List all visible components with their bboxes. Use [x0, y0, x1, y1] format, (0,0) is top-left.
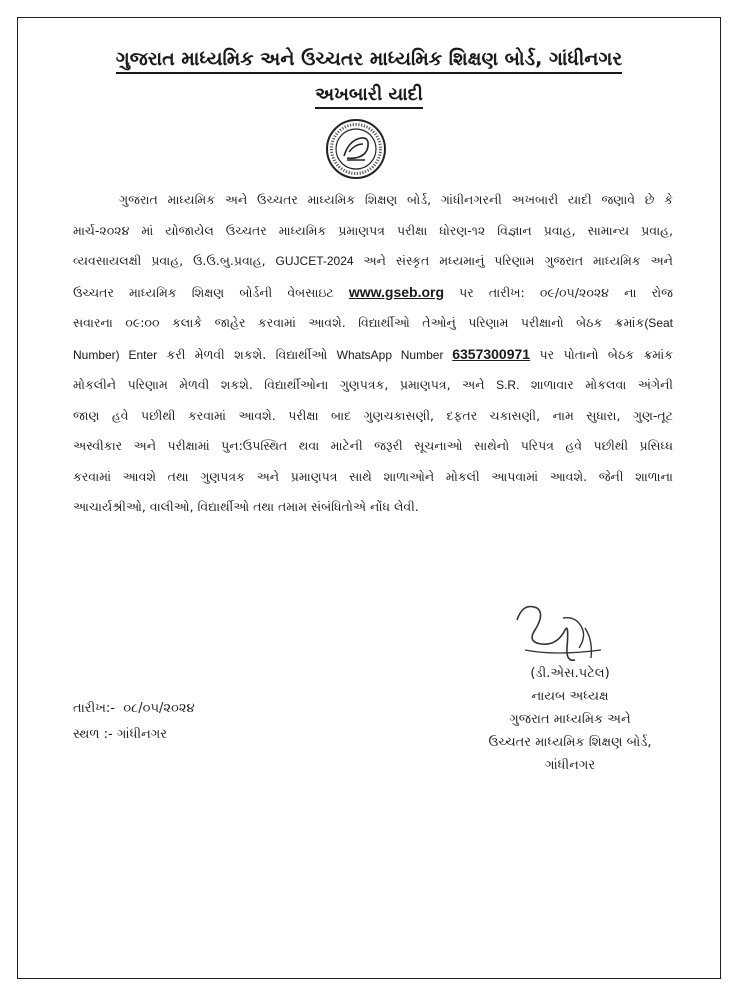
place-row — [73, 722, 195, 748]
body-line-8 — [73, 401, 673, 432]
page-subtitle — [0, 84, 738, 105]
website-link[interactable]: www.gseb.org — [348, 283, 445, 300]
signatory-block — [470, 662, 670, 777]
body-text-5a: સવારના ૦૯:૦૦ કલાકે જાહેર કરવામાં આવશે. વિદ્યાર્થીઓ તેઓનું પરિણામ પરીક્ષાનો બેઠક ક્રમાંક — [73, 315, 645, 330]
signatory-designation: નાયબ અધ્યક્ષ — [531, 689, 609, 704]
signatory-city: ગાંધીનગર — [544, 758, 596, 773]
body-line-9 — [73, 431, 673, 462]
subtitle-text: અખબારી યાદી — [315, 84, 423, 109]
body-text-8: જાણ હવે પછીથી કરવામાં આવશે. પરીક્ષા બાદ ગુણચકાસણી, દફતર ચકાસણી, નામ સુધારા, ગુણ-તૂટ — [73, 407, 673, 423]
body-line-5 — [73, 308, 673, 339]
body-text-1: ગુજરાત માધ્યમિક અને ઉચ્ચતર માધ્યમિક શિક્ષણ બોર્ડ, ગાંધીનગરની અખબારી યાદી જણાવે છે કે — [119, 192, 673, 207]
whatsapp-label: WhatsApp Number — [336, 347, 453, 362]
seat-number-text: Number) Enter — [73, 347, 158, 362]
body-text-4a: ઉચ્ચતર માધ્યમિક શિક્ષણ બોર્ડની વેબસાઇટ — [73, 284, 349, 300]
body-text-10: કરવામાં આવશે તથા ગુણપત્રક અને પ્રમાણપત્ર સાથે શાળાઓને મોકલી આપવામાં આવશે. જેની શાળાના — [73, 468, 673, 484]
body-line-4 — [73, 277, 673, 309]
body-line-3 — [73, 246, 673, 277]
date-place-block — [73, 696, 195, 748]
body-line-6 — [73, 339, 673, 371]
whatsapp-number[interactable]: 6357300971 — [452, 345, 531, 362]
sr-text: S.R. — [496, 378, 520, 392]
body-text-3c: અને સંસ્કૃત મધ્યમાનું પરિણામ ગુજરાત માધ્યમિક અને — [353, 253, 673, 268]
body-text-9: અસ્વીકાર અને પરીક્ષામાં પુન:ઉપસ્થિત થવા માટેની જરૂરી સૂચનાઓ સાથેનો પરિપત્ર હવે પછીથી પ્રસિધ્ધ — [73, 438, 673, 453]
body-text-7a: મોકલીને પરિણામ મેળવી શકશે. વિદ્યાર્થીઓના ગુણપત્રક, પ્રમાણપત્ર, અને — [73, 377, 497, 392]
press-release-body — [73, 185, 673, 523]
page-title — [0, 48, 738, 70]
date-label: તારીખ:- — [73, 701, 115, 716]
title-text: ગુજરાત માધ્યમિક અને ઉચ્ચતર માધ્યમિક શિક્ષણ બોર્ડ, ગાંધીનગર — [116, 48, 622, 74]
body-line-7 — [73, 370, 673, 401]
seat-text: (Seat — [644, 316, 673, 330]
body-text-4c: પર તારીખ: ૦૯/૦૫/૨૦૨૪ ના રોજ — [444, 284, 674, 300]
signatory-org-line1: ગુજરાત માધ્યમિક અને — [509, 712, 631, 727]
body-line-11 — [73, 492, 673, 523]
body-text-3a: વ્યવસાયલક્ષી પ્રવાહ, ઉ.ઉ.બુ.પ્રવાહ, — [73, 253, 276, 268]
body-line-10 — [73, 462, 673, 493]
signatory-name: (ડી.એસ.પટેલ) — [530, 666, 610, 681]
body-text-2: માર્ચ-૨૦૨૪ માં યોજાયેલ ઉચ્ચતર માધ્યમિક પ્રમાણપત્ર પરીક્ષા ધોરણ-૧૨ વિજ્ઞાન પ્રવાહ, સામાન્ય પ્રવાહ, — [73, 222, 673, 238]
body-text-7c: શાળાવાર મોકલવા અંગેની — [519, 377, 673, 392]
place-label: સ્થળ :- — [73, 727, 113, 742]
body-text-6b: કરી મેળવી શકશે. વિદ્યાર્થીઓ — [157, 346, 337, 362]
place-value: ગાંધીનગર — [116, 727, 167, 742]
signatory-org-line2: ઉચ્ચતર માધ્યમિક શિક્ષણ બોર્ડ, — [488, 735, 652, 750]
body-line-2 — [73, 216, 673, 247]
date-row — [73, 696, 195, 722]
board-seal-emblem — [325, 118, 387, 180]
date-value: ૦૮/૦૫/૨૦૨૪ — [123, 701, 195, 716]
body-text-11: આચાર્યશ્રીઓ, વાલીઓ, વિદ્યાર્થીઓ તથા તમામ સંબંધિતોએ નોંધ લેવી. — [73, 499, 419, 514]
body-text-6d: પર પોતાનો બેઠક ક્રમાંક — [530, 346, 673, 362]
body-line-1 — [73, 185, 673, 216]
gujcet-text: GUJCET-2024 — [275, 254, 354, 268]
